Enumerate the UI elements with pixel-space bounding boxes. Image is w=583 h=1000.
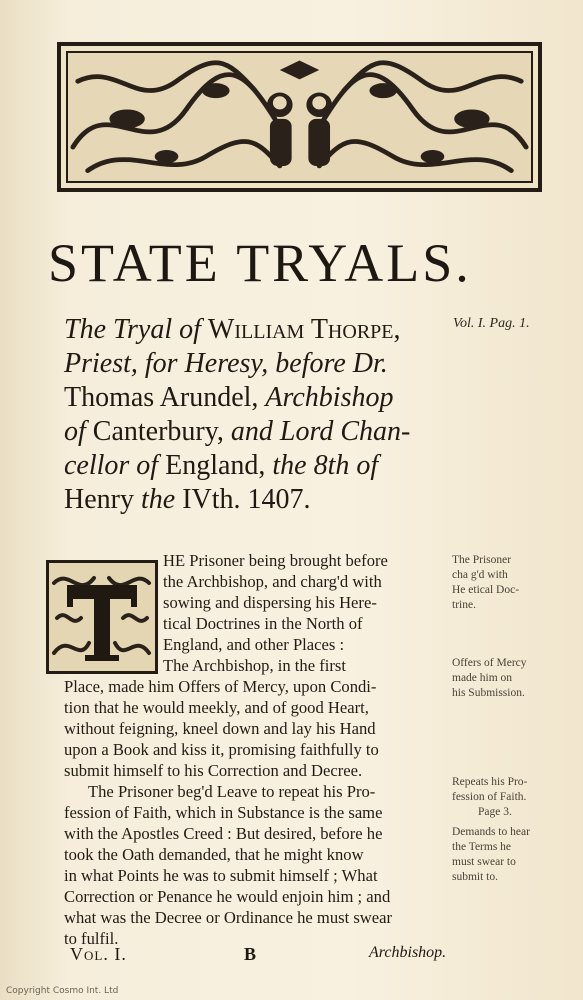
body-line: tical Doctrines in the North of <box>163 614 363 633</box>
margin-note-line: The Prisoner <box>452 554 512 566</box>
body-line: tion that he would meekly, and of good Heart, <box>64 698 369 717</box>
body-line: The Archbishop, in the first <box>163 656 346 675</box>
body-line: with the Apostles Creed : But desired, before he <box>64 824 383 843</box>
body-line: in what Points he was to submit himself ; What <box>64 866 378 885</box>
subtitle-part: IVth. 1407. <box>175 484 311 515</box>
subtitle-part: England, <box>165 450 273 481</box>
subtitle-part: of <box>64 416 93 447</box>
body-line: Place, made him Offers of Mercy, upon Condi- <box>64 677 377 696</box>
ornamental-headpiece <box>57 42 542 192</box>
margin-note-line: Repeats his Pro- <box>452 776 528 788</box>
subtitle-part: the 8th of <box>272 450 379 481</box>
margin-note-page: Page 3. <box>478 806 512 818</box>
body-line: HE Prisoner being brought before <box>163 551 388 570</box>
margin-note-line: the Terms he <box>452 841 512 853</box>
subtitle-part: Canterbury, <box>92 416 231 447</box>
body-line: what was the Decree or Ordinance he must swear <box>64 908 393 927</box>
margin-note-offers <box>452 656 527 701</box>
margin-note-line: his Submission. <box>452 687 525 699</box>
body-line: to fulfil. <box>64 929 119 948</box>
volume-page-reference: Vol. I. Pag. 1. <box>453 316 530 331</box>
subtitle-part: the <box>140 484 176 515</box>
subtitle-part: cellor of <box>64 450 166 481</box>
subtitle-part: Henry <box>64 484 141 515</box>
subtitle-name: William Thorpe <box>207 314 394 345</box>
margin-note-line: cha g'd with <box>452 569 508 581</box>
margin-note-line: submit to. <box>452 871 499 883</box>
body-text <box>64 550 446 949</box>
subtitle-part: , <box>393 314 401 345</box>
footer-volume: Vol. I. <box>70 944 127 964</box>
margin-note-demands <box>452 825 530 885</box>
body-line: sowing and dispersing his Here- <box>163 593 377 612</box>
margin-note-repeats <box>452 775 527 820</box>
margin-note-line: He etical Doc- <box>452 584 520 596</box>
body-line: fession of Faith, which in Substance is the same <box>64 803 383 822</box>
foliage-ornament-icon <box>68 53 531 181</box>
trial-subtitle <box>64 313 454 517</box>
subtitle-part: Archbishop <box>265 382 394 413</box>
page-title: STATE TRYALS. <box>48 233 472 293</box>
copyright-notice: Copyright Cosmo Int. Ltd <box>6 986 119 996</box>
subtitle-part: Priest, for Heresy, before Dr. <box>64 348 388 379</box>
body-line: The Prisoner beg'd Leave to repeat his Pro- <box>88 782 376 801</box>
body-line: submit himself to his Correction and Decree. <box>64 761 363 780</box>
body-line: upon a Book and kiss it, promising faithfully to <box>64 740 379 759</box>
footer-signature: B <box>244 944 257 964</box>
body-line: took the Oath demanded, that he might know <box>64 845 364 864</box>
body-line: Correction or Penance he would enjoin him ; and <box>64 887 391 906</box>
margin-note-line: Offers of Mercy <box>452 657 527 669</box>
subtitle-part: and Lord Chan- <box>230 416 411 447</box>
footer-catchword: Archbishop. <box>369 944 447 961</box>
margin-note-line: fession of Faith. <box>452 791 527 803</box>
margin-note-line: trine. <box>452 599 476 611</box>
subtitle-part: The Tryal of <box>64 314 208 345</box>
margin-note-prisoner <box>452 553 519 613</box>
margin-note-line: must swear to <box>452 856 516 868</box>
margin-note-line: Demands to hear <box>452 826 530 838</box>
subtitle-part: Thomas Arundel, <box>64 382 266 413</box>
body-line: England, and other Places : <box>163 635 345 654</box>
body-line: without feigning, kneel down and lay his Hand <box>64 719 376 738</box>
margin-note-line: made him on <box>452 672 513 684</box>
body-line: the Archbishop, and charg'd with <box>163 572 382 591</box>
